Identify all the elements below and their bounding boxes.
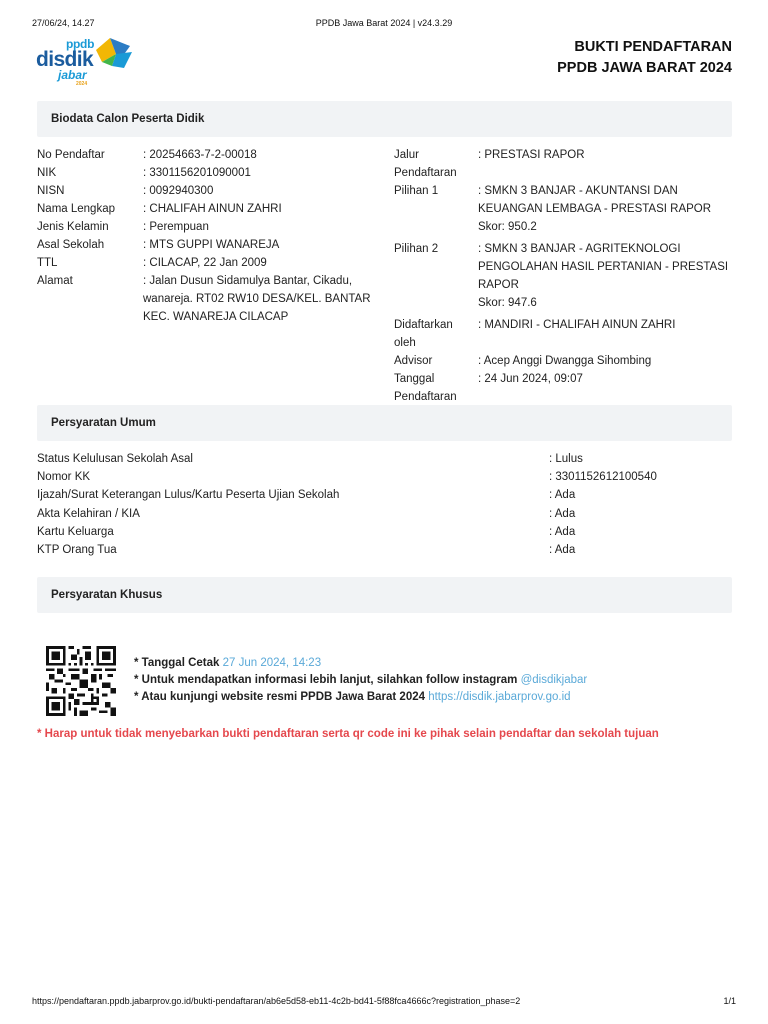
field-label: Asal Sekolah xyxy=(37,239,105,251)
field-value: : 3301156201090001 xyxy=(143,167,251,179)
requirement-row xyxy=(37,450,737,468)
field-value: : Perempuan xyxy=(143,221,209,233)
field-label: Advisor xyxy=(394,355,433,367)
biodata-row xyxy=(394,182,734,236)
note-print-date-label: * Tanggal Cetak xyxy=(134,657,220,669)
note-website-label: * Atau kunjungi website resmi PPDB Jawa Barat 2024 xyxy=(134,691,426,703)
requirement-label: KTP Orang Tua xyxy=(37,544,117,557)
print-page-number: 1/1 xyxy=(723,996,736,1006)
field-value: : CILACAP, 22 Jan 2009 xyxy=(143,257,267,269)
field-value: : PRESTASI RAPOR xyxy=(478,149,585,161)
field-label: TTL xyxy=(37,257,58,269)
field-label: Jalur Pendaftaran xyxy=(394,149,457,179)
print-date-value: 27 Jun 2024, 14:23 xyxy=(222,657,322,669)
umum-list xyxy=(37,450,737,559)
field-label: Didaftarkan oleh xyxy=(394,319,453,349)
field-score: Skor: 950.2 xyxy=(478,221,537,233)
biodata-row xyxy=(37,182,377,200)
ppdb-logo xyxy=(36,32,136,88)
requirement-label: Ijazah/Surat Keterangan Lulus/Kartu Peserta Ujian Sekolah xyxy=(37,489,340,502)
logo-text-jabar: jabar xyxy=(58,68,87,82)
requirement-row xyxy=(37,486,737,504)
biodata-row xyxy=(394,316,734,352)
print-datetime: 27/06/24, 14.27 xyxy=(32,18,95,28)
requirement-row xyxy=(37,468,737,486)
field-label: No Pendaftar xyxy=(37,149,105,161)
requirement-row xyxy=(37,505,737,523)
field-value: : Jalan Dusun Sidamulya Bantar, Cikadu, wanareja. RT02 RW10 DESA/KEL. BANTAR KEC. WANAREJA CILACAP xyxy=(143,275,371,323)
biodata-row xyxy=(37,146,377,164)
print-header xyxy=(32,18,736,28)
warning-text: * Harap untuk tidak menyebarkan bukti pendaftaran serta qr code ini ke pihak selain pendaftar dan sekolah tujuan xyxy=(37,728,659,740)
requirement-label: Akta Kelahiran / KIA xyxy=(37,507,140,520)
biodata-row xyxy=(37,272,377,326)
field-label: Jenis Kelamin xyxy=(37,221,109,233)
requirement-label: Kartu Keluarga xyxy=(37,525,114,538)
biodata-row xyxy=(394,240,734,312)
field-label: Alamat xyxy=(37,275,73,287)
note-website xyxy=(134,689,587,706)
biodata-row xyxy=(394,370,734,406)
field-value: : CHALIFAH AINUN ZAHRI xyxy=(143,203,282,215)
requirement-value: : Ada xyxy=(549,544,576,557)
field-label: Pilihan 1 xyxy=(394,185,439,197)
logo-text-ppdb: ppdb xyxy=(66,37,95,51)
biodata-row xyxy=(37,254,377,272)
biodata-row xyxy=(37,164,377,182)
field-value: : MTS GUPPI WANAREJA xyxy=(143,239,280,251)
biodata-left-column xyxy=(37,146,377,326)
biodata-row xyxy=(394,146,734,182)
biodata-row xyxy=(394,352,734,370)
requirement-label: Status Kelulusan Sekolah Asal xyxy=(37,453,193,465)
qr-code-icon xyxy=(44,646,118,716)
requirement-label: Nomor KK xyxy=(37,471,91,484)
field-value: : 0092940300 xyxy=(143,185,214,197)
ppdb-logo-icon xyxy=(90,32,136,76)
instagram-link[interactable]: @disdikjabar xyxy=(520,674,588,686)
requirement-value: : Ada xyxy=(549,489,576,502)
field-value: : 24 Jun 2024, 09:07 xyxy=(478,373,583,385)
section-header-khusus: Persyaratan Khusus xyxy=(37,577,732,613)
document-title-line2: PPDB JAWA BARAT 2024 xyxy=(557,60,732,76)
biodata-row xyxy=(37,236,377,254)
field-label: Nama Lengkap xyxy=(37,203,115,215)
field-label: Tanggal Pendaftaran xyxy=(394,373,457,403)
requirement-row xyxy=(37,541,737,559)
requirement-value: : Ada xyxy=(549,507,576,520)
document-title xyxy=(557,37,732,79)
field-value: : SMKN 3 BANJAR - AKUNTANSI DAN KEUANGAN LEMBAGA - PRESTASI RAPOR xyxy=(478,185,712,215)
field-label: NISN xyxy=(37,185,65,197)
print-footer xyxy=(32,996,736,1006)
print-url: https://pendaftaran.ppdb.jabarprov.go.id/bukti-pendaftaran/ab6e5d58-eb11-4c2b-bd41-5f88fca4666c?registration_phase=2 xyxy=(32,996,521,1006)
requirement-value: : 3301152612100540 xyxy=(549,471,657,484)
requirement-value: : Ada xyxy=(549,525,576,538)
field-score: Skor: 947.6 xyxy=(478,297,537,309)
section-header-umum: Persyaratan Umum xyxy=(37,405,732,441)
document-title-line1: BUKTI PENDAFTARAN xyxy=(574,39,732,55)
website-link[interactable]: https://disdik.jabarprov.go.id xyxy=(428,691,571,703)
field-value: : MANDIRI - CHALIFAH AINUN ZAHRI xyxy=(478,319,676,331)
logo-text-disdik: disdik xyxy=(36,48,94,71)
field-label: NIK xyxy=(37,167,57,179)
biodata-row xyxy=(37,200,377,218)
biodata-right-column xyxy=(394,146,734,406)
note-instagram-label: * Untuk mendapatkan informasi lebih lanjut, silahkan follow instagram xyxy=(134,674,518,686)
field-value: : SMKN 3 BANJAR - AGRITEKNOLOGI PENGOLAHAN HASIL PERTANIAN - PRESTASI RAPOR xyxy=(478,243,729,291)
field-value: : Acep Anggi Dwangga Sihombing xyxy=(478,355,652,367)
field-value: : 20254663-7-2-00018 xyxy=(143,149,257,161)
requirement-value: : Lulus xyxy=(549,453,583,465)
requirement-row xyxy=(37,523,737,541)
field-label: Pilihan 2 xyxy=(394,243,439,255)
section-header-biodata: Biodata Calon Peserta Didik xyxy=(37,101,732,137)
print-page-title: PPDB Jawa Barat 2024 | v24.3.29 xyxy=(315,18,453,28)
biodata-row xyxy=(37,218,377,236)
logo-text-year: 2024 xyxy=(76,81,88,87)
note-print-date xyxy=(134,655,587,672)
note-instagram xyxy=(134,672,587,689)
print-notes xyxy=(134,655,587,706)
